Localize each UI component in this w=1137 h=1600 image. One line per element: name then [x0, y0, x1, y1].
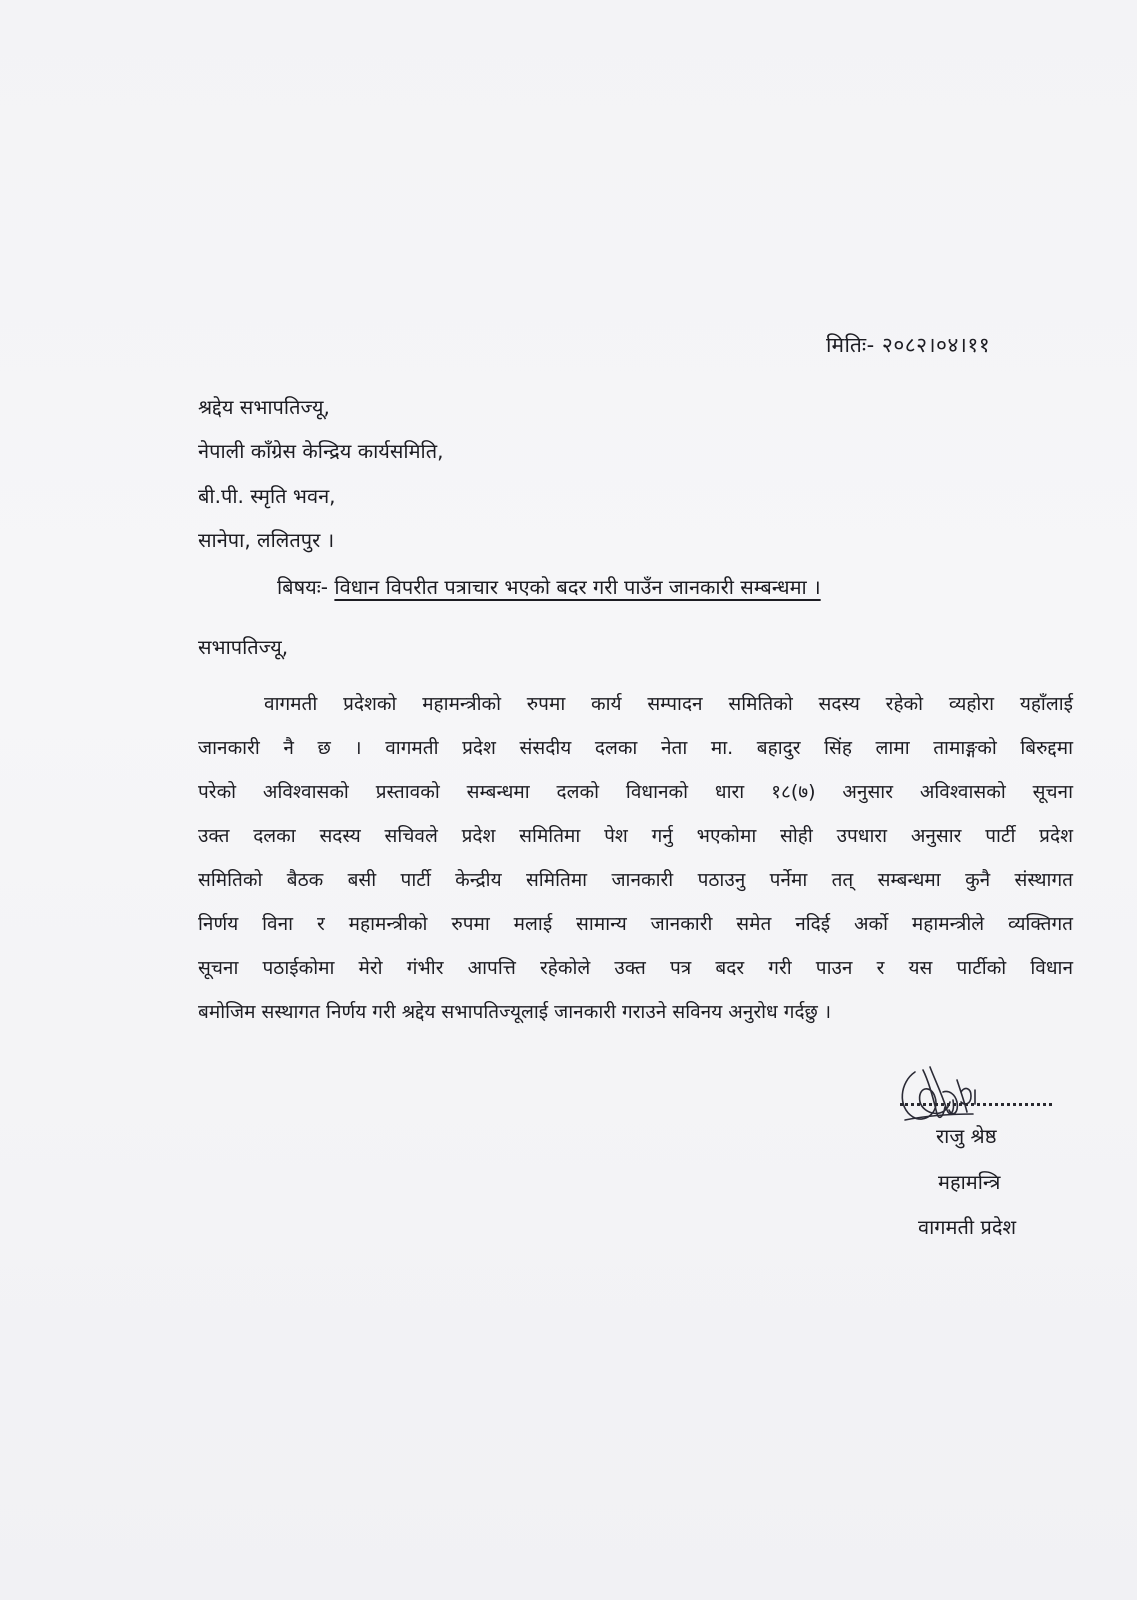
subject-text: विधान विपरीत पत्राचार भएको बदर गरी पाउँन जानकारी सम्बन्धमा ।: [334, 575, 821, 599]
recipient-line-2: नेपाली काँग्रेस केन्द्रिय कार्यसमिति,: [198, 439, 444, 463]
recipient-line-4: सानेपा, ललितपुर ।: [198, 528, 335, 552]
recipient-line-1: श्रद्देय सभापतिज्यू,: [198, 395, 330, 419]
signatory-title: महामन्त्रि: [938, 1170, 1001, 1194]
signatory-name: राजु श्रेष्ठ: [936, 1124, 997, 1148]
body-line: वागमती प्रदेशको महामन्त्रीको रुपमा कार्य सम्पादन समितिको सदस्य रहेको व्यहोरा यहाँलाई: [264, 693, 1073, 715]
body-line: जानकारी नै छ । वागमती प्रदेश संसदीय दलका नेता मा. बहादुर सिंह लामा तामाङ्गको बिरुद्दमा: [198, 737, 1073, 759]
body-line: समितिको बैठक बसी पार्टी केन्द्रीय समितिमा जानकारी पठाउनु पर्नेमा तत् सम्बन्धमा कुनै संस्थागत: [198, 869, 1073, 891]
letter-body: [198, 688, 1073, 1040]
body-line: निर्णय विना र महामन्त्रीको रुपमा मलाई सामान्य जानकारी समेत नदिई अर्को महामन्त्रीले व्यक्तिगत: [198, 913, 1073, 935]
body-line: बमोजिम सस्थागत निर्णय गरी श्रद्देय सभापतिज्यूलाई जानकारी गराउने सविनय अनुरोध गर्दछु ।: [198, 1001, 832, 1023]
letter-date: मितिः- २०८२।०४।११: [826, 333, 991, 357]
signature-dotted-line: [900, 1103, 1052, 1106]
signatory-province: वागमती प्रदेश: [918, 1215, 1017, 1239]
salutation: सभापतिज्यू,: [198, 635, 289, 659]
body-line: सूचना पठाईकोमा मेरो गंभीर आपत्ति रहेकोले उक्त पत्र बदर गरी पाउन र यस पार्टीको विधान: [198, 957, 1073, 979]
subject-label: बिषयः-: [277, 575, 329, 599]
subject-line: [277, 573, 821, 600]
recipient-line-3: बी.पी. स्मृति भवन,: [198, 484, 336, 508]
body-line: उक्त दलका सदस्य सचिवले प्रदेश समितिमा पेश गर्नु भएकोमा सोही उपधारा अनुसार पार्टी प्रदेश: [198, 825, 1073, 847]
body-line: परेको अविश्वासको प्रस्तावको सम्बन्धमा दलको विधानको धारा १८(७) अनुसार अविश्वासको सूचना: [198, 781, 1073, 803]
